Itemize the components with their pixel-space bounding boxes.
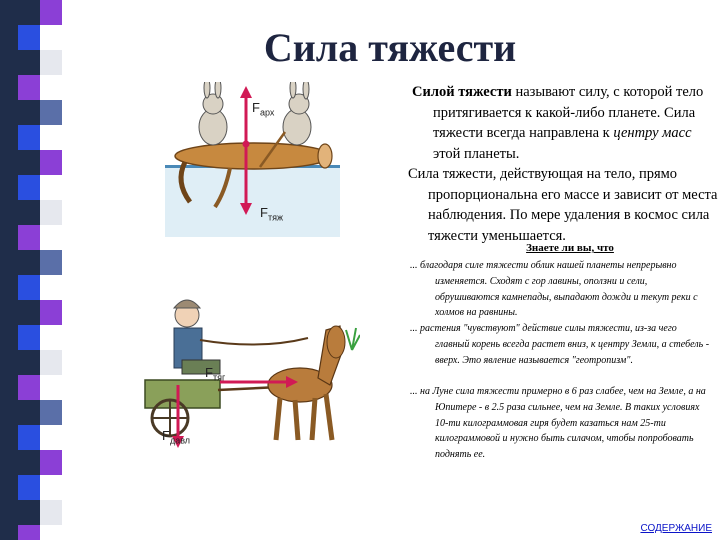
stripe-square: [40, 350, 62, 375]
pressure-force-label: $F_{давл}$: [162, 428, 191, 446]
stripe-square: [18, 475, 40, 500]
stripe-square: [40, 50, 62, 75]
fact-3: [410, 384, 710, 463]
slide-title: Сила тяжести: [263, 25, 517, 70]
gravity-force-label: $F_{тяж}$: [260, 205, 283, 223]
stripe-square: [40, 150, 62, 175]
stripe-square: [40, 0, 62, 25]
stripe-square: [18, 125, 40, 150]
fact-1: [410, 258, 710, 321]
stripe-square: [40, 250, 62, 275]
stripe-square: [40, 200, 62, 225]
stripe-square: [18, 325, 40, 350]
stripe-square: [18, 525, 40, 540]
stripe-square: [18, 75, 40, 100]
second-paragraph: [408, 164, 718, 246]
definition-paragraph: [412, 82, 712, 164]
fact-text: ... благодаря силе тяжести облик нашей планеты непрерывно изменяется. Сходят с гор лавины, оползни и сели, обрушиваются камнепады, выпадают дожди и текут реки с холмов на равнины.: [410, 260, 698, 319]
stripe-square: [18, 225, 40, 250]
stripe-square: [18, 175, 40, 200]
archimedes-force-label: $F_{арх}$: [252, 100, 275, 118]
stripe-square: [40, 300, 62, 325]
contents-link[interactable]: СОДЕРЖАНИЕ: [640, 523, 712, 534]
stripe-square: [40, 450, 62, 475]
fact-text: ... на Луне сила тяжести примерно в 6 раз слабее, чем на Земле, а на Юпитере - в 2.5 раза сильнее, чем на Земле. В таких условиях 10-ти килограммовая гиря будет казаться нам 25-ти килограммовой и нужно быть силачом, чтобы попробовать поднять ее.: [410, 386, 706, 461]
stripe-square: [18, 375, 40, 400]
stripe-square: [40, 100, 62, 125]
center-of-mass-text: центру масс: [613, 125, 692, 141]
proportionality-text: Сила тяжести, действующая на тело, прямо пропорциональна его массе и зависит от места наблюдения. По мере удаления в космос сила тяжести уменьшается.: [408, 166, 718, 244]
did-you-know-heading: Знаете ли вы, что: [526, 242, 614, 254]
fact-2: [410, 321, 710, 368]
stripe-square: [40, 400, 62, 425]
definition-term: Силой тяжести: [412, 84, 512, 100]
definition-text: называют силу, с которой тело притягивается к какой-либо планете. Сила тяжести всегда направлена к: [433, 84, 704, 141]
decorative-side-stripe: [0, 0, 68, 540]
stripe-square: [18, 275, 40, 300]
definition-tail: этой планеты.: [433, 145, 520, 162]
fact-text: ... растения "чувствуют" действие силы тяжести, из-за чего главный корень всегда растет вниз, к центру Земли, а стебель - вверх. Это явление называется "геотропизм".: [410, 323, 710, 366]
traction-force-label: $F_{тяг}$: [205, 365, 226, 383]
stripe-square: [40, 500, 62, 525]
stripe-square: [18, 25, 40, 50]
stripe-square: [18, 425, 40, 450]
